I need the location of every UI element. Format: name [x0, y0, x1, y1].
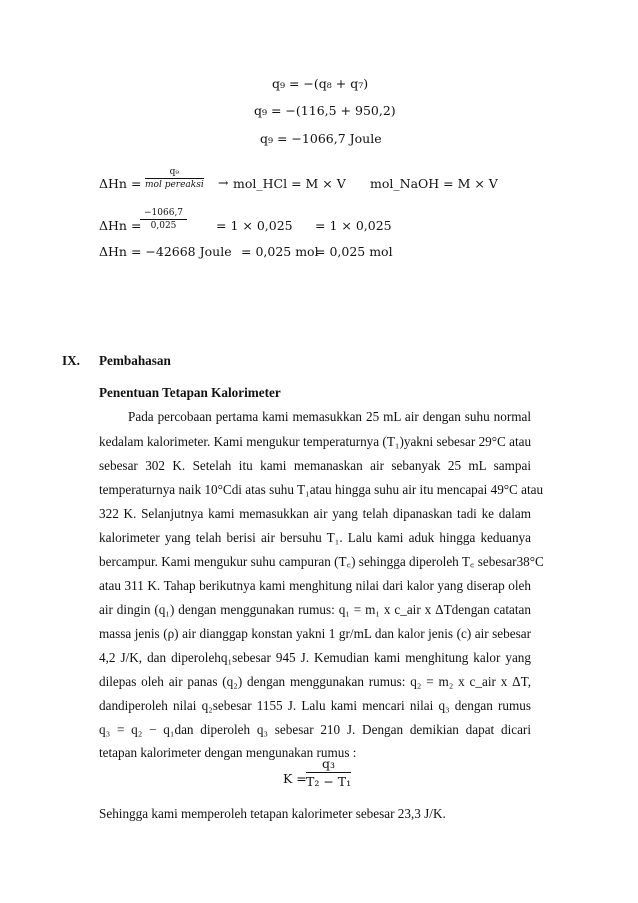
eq-naoh-result: = 0,025 mol	[315, 244, 393, 259]
paragraph-line-4: temperaturnya naik 10°Cdi atas suhu T₁atau hingga suhu air itu mencapai 49°C atau	[99, 482, 544, 497]
paragraph-line-3: sebesar 302 K. Setelah itu kami memanaskan air sebanyak 25 mL sampai	[99, 458, 531, 473]
section-number: IX.	[62, 353, 80, 368]
eq-dh2-label: ΔHn =	[99, 218, 142, 233]
eq-dh2-fraction	[140, 208, 187, 231]
arrow-icon: →	[218, 175, 229, 190]
paragraph-line-10: massa jenis (ρ) air dianggap konstan yakni 1 gr/mL dan kalor jenis (c) air sebesar	[99, 626, 531, 641]
eq-dh-label: ΔHn =	[99, 176, 142, 191]
eq-naoh-substitution: = 1 × 0,025	[315, 218, 392, 233]
formula-fraction	[306, 756, 351, 789]
eq-q9-values: q₉ = −(116,5 + 950,2)	[254, 103, 396, 118]
eq-dh2-denominator: 0,025	[150, 221, 177, 231]
eq-dh-fraction	[145, 167, 204, 190]
paragraph-line-8: atau 311 K. Tahap berikutnya kami menghitung nilai dari kalor yang diserap oleh	[99, 578, 531, 593]
section-title: Pembahasan	[99, 353, 171, 368]
eq-mol-hcl: mol_HCl = M × V	[233, 176, 346, 191]
eq-dh-numerator: q₉	[145, 167, 204, 179]
eq-hcl-result: = 0,025 mol	[241, 244, 319, 259]
paragraph-line-2: kedalam kalorimeter. Kami mengukur temperaturnya (T₁)yakni sebesar 29°C atau	[99, 434, 532, 449]
eq-dh2-numerator: −1066,7	[140, 208, 187, 220]
eq-q9-result: q₉ = −1066,7 Joule	[260, 131, 382, 146]
conclusion-text: Sehingga kami memperoleh tetapan kalorimeter sebesar 23,3 J/K.	[99, 806, 446, 821]
eq-mol-naoh: mol_NaOH = M × V	[370, 176, 498, 191]
paragraph-line-6: kalorimeter yang telah berisi air bersuhu T₁. Lalu kami aduk hingga keduanya	[99, 530, 531, 545]
paragraph-line-7: bercampur. Kami mengukur suhu campuran (T꜀) sehingga diperoleh T꜀ sebesar38°C	[99, 554, 544, 569]
formula-denominator: T₂ − T₁	[306, 774, 352, 789]
paragraph-line-14: q₃ = q₂ − q₁dan diperoleh q₃ sebesar 210 J. Dengan demikian dapat dicari	[99, 722, 531, 737]
eq-dh-denominator: mol pereaksi	[145, 180, 204, 190]
paragraph-line-13: dandiperoleh nilai q₂sebesar 1155 J. Lalu kami mencari nilai q₃ dengan rumus	[99, 698, 531, 713]
eq-q9-sum: q₉ = −(q₈ + q₇)	[272, 76, 369, 91]
formula-lhs: K =	[283, 771, 307, 786]
paragraph-line-11: 4,2 J/K, dan diperolehq₁sebesar 945 J. Kemudian kami menghitung kalor yang	[99, 650, 531, 665]
paragraph-line-12: dilepas oleh air panas (q₂) dengan menggunakan rumus: q₂ = m₂ x c_air x ΔT,	[99, 674, 531, 689]
paragraph-line-1: Pada percobaan pertama kami memasukkan 25 mL air dengan suhu normal	[128, 409, 531, 424]
eq-hcl-substitution: = 1 × 0,025	[216, 218, 293, 233]
eq-dh-result: ΔHn = −42668 Joule	[99, 244, 232, 259]
paragraph-line-9: air dingin (q₁) dengan menggunakan rumus: q₁ = m₁ x c_air x ΔTdengan catatan	[99, 602, 531, 617]
formula-numerator: q₃	[306, 756, 351, 773]
paragraph-line-15: tetapan kalorimeter dengan mengunakan rumus :	[99, 745, 357, 760]
paragraph-line-5: 322 K. Selanjutnya kami memasukkan air yang telah dipanaskan tadi ke dalam	[99, 506, 531, 521]
subsection-title: Penentuan Tetapan Kalorimeter	[99, 385, 281, 400]
